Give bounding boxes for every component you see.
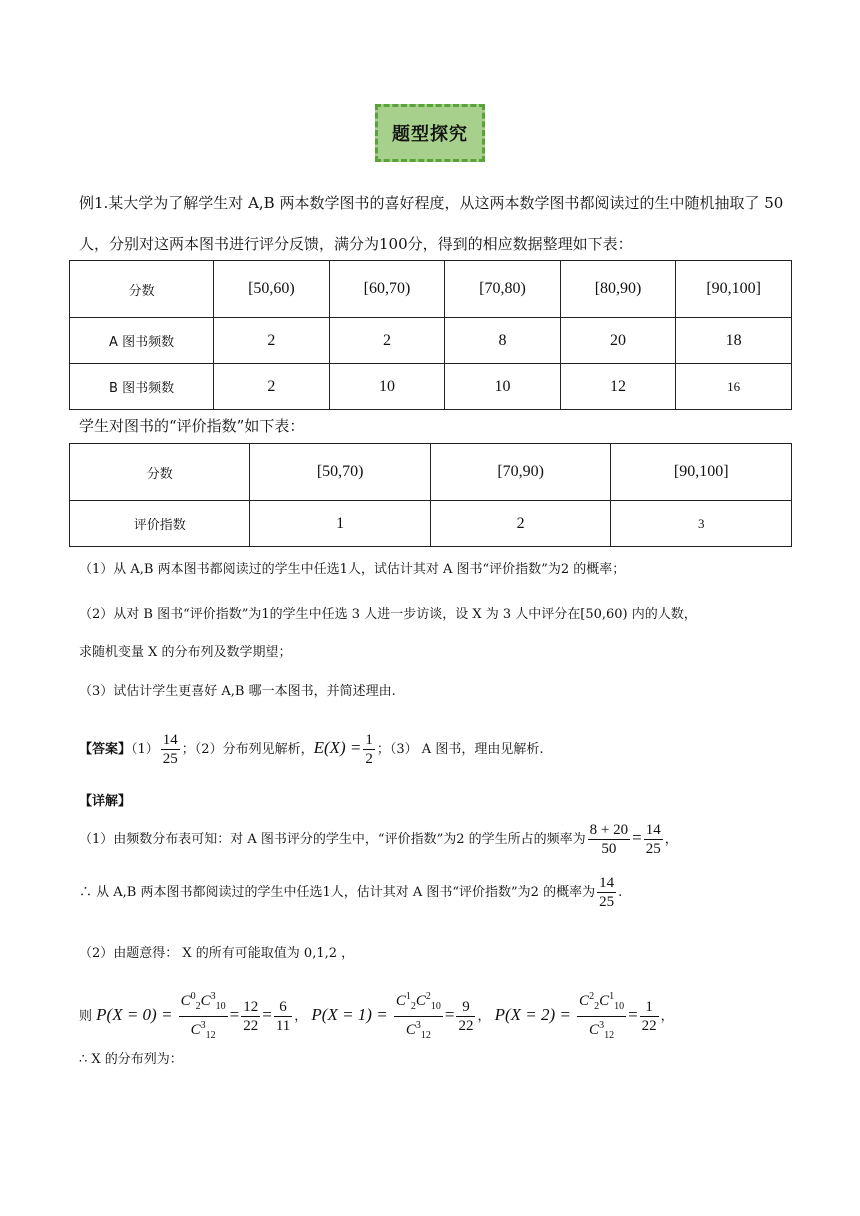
table1-row-label: B 图书频数 [70, 364, 214, 410]
table1-cell: 2 [329, 318, 445, 364]
fraction-denominator: 2 [365, 751, 373, 767]
probability-line: 则 P(X = 0) = $\frac{C^0_2C^3_{10}}{C^3_{12}}$ = $\frac{12}{22}$ = $\frac{6}{11}$ ， P(X = 1) = $\frac{C^1_2C^2_{10}}{C^3_{12}}$ = $\frac{9}{22}$ ， P(X = 2) = $\frac{C^2_2C^1_{10}}{C^3_{12}}$ = $\frac{1}{22}$ ， [79, 988, 674, 1045]
table1-cell: 2 [214, 318, 330, 364]
fraction-denominator: 22 [458, 1018, 474, 1034]
table1-header-row [70, 261, 792, 318]
answer-label: 【答案】 [79, 742, 132, 757]
table1-row-label: A 图书频数 [70, 318, 214, 364]
fraction-numerator: 9 [456, 998, 475, 1017]
p1-combination-fraction: $\frac{C^1_2C^2_{10}}{C^3_{12}}$ [394, 988, 443, 1045]
answer-2-fraction [363, 731, 375, 768]
fraction-denominator: 22 [243, 1018, 259, 1034]
question-line-1: 例1.某大学为了解学生对 A,B 两本数学图书的喜好程度，从这两本数学图书都阅读过的生中随机抽取了 50 [79, 194, 784, 212]
detail-step-2 [79, 873, 622, 913]
section-title: 题型探究 [392, 124, 468, 145]
p0-fraction-2 [274, 998, 292, 1035]
detail-label [79, 791, 131, 813]
answer-3-text: ；（3） A 图书，理由见解析. [376, 742, 544, 757]
p2-expr: P(X = 2) = [494, 1005, 571, 1024]
table2-header-row [70, 444, 792, 501]
question-part-2b: 求随机变量 X 的分布列及数学期望； [79, 645, 292, 660]
rating-index-table [69, 443, 792, 547]
punctuation: ， [664, 832, 678, 847]
p2-fraction [640, 998, 659, 1035]
table2-header-cell: [50,70) [250, 444, 431, 501]
table1-header-cell: [70,80) [445, 261, 561, 318]
equals-sign: = [632, 828, 642, 847]
table1-cell: 12 [560, 364, 676, 410]
table2-header-cell: [70,90) [430, 444, 611, 501]
p1-fraction [456, 998, 475, 1035]
answer-1-prefix: （1） [131, 742, 159, 757]
detail-step-2-text: ∴ 从 A,B 两本图书都阅读过的学生中任选1人，估计其对 A 图书“评价指数”为2 的概率为 [79, 885, 596, 900]
table1-header-cell: [90,100] [676, 261, 792, 318]
score-frequency-table [69, 260, 792, 410]
table1-cell: 10 [445, 364, 561, 410]
table1-row-b [70, 364, 792, 410]
table1-cell: 20 [560, 318, 676, 364]
punctuation: . [618, 885, 623, 900]
step1-fraction-a [588, 821, 630, 858]
fraction-numerator: 14 [645, 822, 661, 838]
question-part-1: （1）从 A,B 两本图书都阅读过的学生中任选1人，试估计其对 A 图书“评价指数”为2 的概率； [79, 562, 626, 577]
fraction-numerator: 14 [599, 875, 615, 891]
p0-fraction-1 [241, 998, 260, 1035]
fraction-numerator: 12 [243, 999, 259, 1015]
table1-cell: 8 [445, 318, 561, 364]
fraction-numerator: 1 [640, 998, 659, 1017]
fraction-denominator: 25 [599, 894, 615, 910]
expectation-expr: E(X) = [313, 738, 362, 757]
answer-line [79, 728, 543, 770]
table2-intro: 学生对图书的“评价指数”如下表： [79, 417, 305, 435]
table1-cell: 18 [676, 318, 792, 364]
section-title-box [375, 104, 485, 162]
question-part-3: （3）试估计学生更喜好 A,B 哪一本图书，并简述理由. [79, 684, 396, 699]
table2-cell: 3 [611, 501, 792, 547]
p0-expr: P(X = 0) = [96, 1005, 173, 1024]
answer-1-fraction [161, 731, 180, 768]
fraction-denominator: 25 [645, 841, 661, 857]
table1-header-cell: [80,90) [560, 261, 676, 318]
fraction-denominator: 11 [275, 1018, 291, 1034]
detail-step-3: （2）由题意得： X 的所有可能取值为 0,1,2 ， [79, 946, 355, 961]
detail-step-5: ∴ X 的分布列为： [79, 1052, 183, 1067]
fraction-denominator: 50 [601, 841, 617, 857]
fraction-numerator: 8 + 20 [589, 822, 629, 838]
detail-label-text: 【详解】 [79, 794, 132, 809]
fraction-numerator: 14 [162, 732, 178, 748]
table1-header-cell: [50,60) [214, 261, 330, 318]
table1-cell: 2 [214, 364, 330, 410]
question-line-2: 人，分别对这两本图书进行评分反馈，满分为100分，得到的相应数据整理如下表： [79, 235, 633, 253]
answer-2-text: ；（2）分布列见解析， [181, 742, 314, 757]
table2-row [70, 501, 792, 547]
probability-prefix: 则 [79, 1009, 93, 1024]
p1-expr: P(X = 1) = [311, 1005, 388, 1024]
table2-cell: 1 [250, 501, 431, 547]
table1-cell: 16 [676, 364, 792, 410]
detail-step-1 [79, 818, 678, 860]
fraction-denominator: 22 [641, 1018, 657, 1034]
table2-row-label: 评价指数 [70, 501, 250, 547]
step2-fraction [597, 874, 616, 911]
fraction-denominator: 25 [162, 751, 178, 767]
table1-header-cell: [60,70) [329, 261, 445, 318]
fraction-numerator: 6 [274, 998, 292, 1017]
question-part-2a: （2）从对 B 图书“评价指数”为1的学生中任选 3 人进一步访谈，设 X 为 3 人中评分在[50,60) 内的人数， [79, 607, 697, 622]
table2-header-cell: 分数 [70, 444, 250, 501]
p2-combination-fraction: $\frac{C^2_2C^1_{10}}{C^3_{12}}$ [577, 988, 626, 1045]
fraction-numerator: 1 [365, 732, 373, 748]
table2-cell: 2 [430, 501, 611, 547]
detail-step-1-text: （1）由频数分布表可知：对 A 图书评分的学生中，“评价指数”为2 的学生所占的频率为 [79, 832, 586, 847]
step1-fraction-b [644, 821, 663, 858]
table1-header-cell: 分数 [70, 261, 214, 318]
p0-combination-fraction: $\frac{C^0_2C^3_{10}}{C^3_{12}}$ [179, 988, 228, 1045]
table2-header-cell: [90,100] [611, 444, 792, 501]
table1-row-a [70, 318, 792, 364]
table1-cell: 10 [329, 364, 445, 410]
